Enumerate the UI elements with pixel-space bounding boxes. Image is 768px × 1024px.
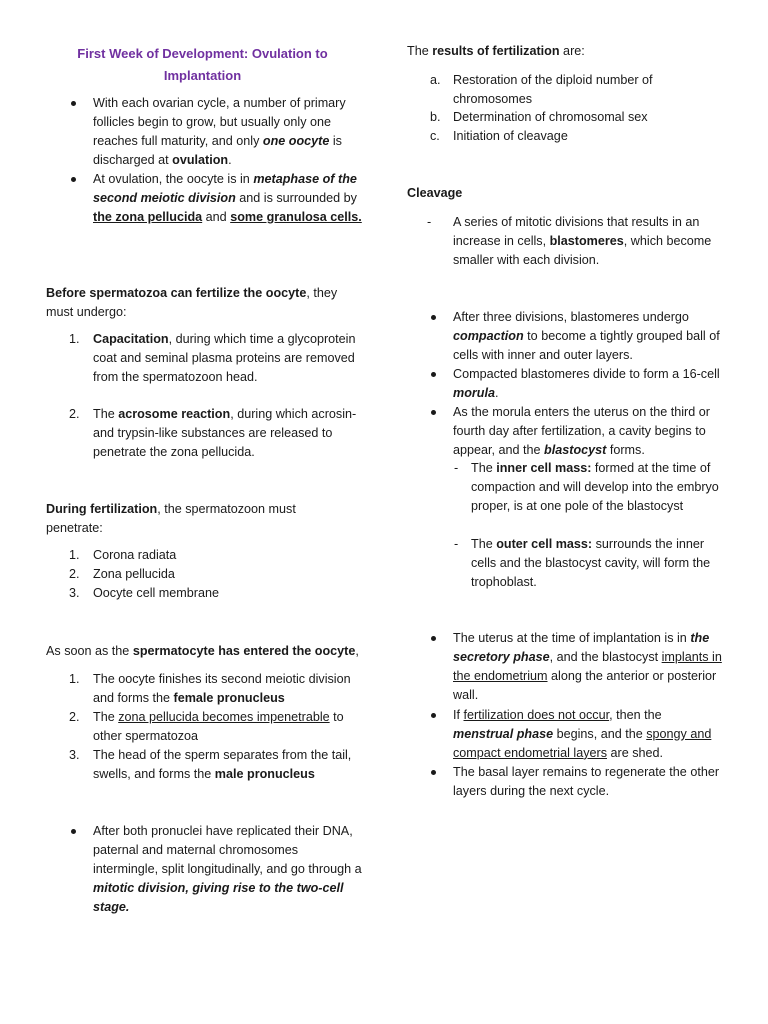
text-run: morula	[453, 385, 495, 400]
text-run: is discharged at	[93, 133, 342, 167]
before-item-2	[69, 405, 363, 462]
list-item-text	[453, 110, 648, 124]
text-run: Capacitation	[93, 332, 169, 346]
bullet-dot	[431, 410, 436, 415]
text-run: to other spermatozoa	[93, 710, 344, 743]
list-item-text	[93, 332, 355, 384]
compaction-bullet-2	[453, 365, 723, 403]
results-item-c	[430, 127, 723, 146]
text-run: , and the blastocyst	[549, 649, 662, 664]
text-run: At ovulation, the oocyte is in	[93, 172, 254, 186]
text-run: Corona radiata	[93, 548, 177, 562]
list-number: 3.	[69, 748, 80, 762]
bullet-text	[453, 708, 711, 760]
text-run: and	[202, 209, 231, 224]
bullet-dot	[431, 713, 436, 718]
after-bullet	[93, 822, 363, 917]
text-run: blastocyst	[544, 442, 607, 457]
text-run: As the morula enters the uterus on the third or fourth day after fertilization, a cavity begins to appear, and the	[453, 405, 710, 457]
text-run: .	[495, 385, 499, 400]
soon-item-2	[69, 708, 363, 746]
text-run: acrosome reaction	[118, 407, 231, 421]
bullet-text	[453, 310, 720, 362]
bullet-dot	[431, 372, 436, 377]
text-run: ovulation	[172, 152, 229, 167]
list-number: 1.	[69, 332, 80, 346]
compaction-bullet-1	[453, 308, 723, 365]
text-run: along the anterior or posterior wall.	[453, 668, 717, 702]
text-run: formed at the time of compaction and will develop into the embryo proper, is at one pole of the blastocyst	[471, 461, 719, 513]
dash-marker: -	[454, 461, 459, 475]
bullet-text	[453, 367, 720, 400]
bullet-text	[453, 765, 719, 798]
bullet-dot	[71, 101, 76, 106]
list-letter: c.	[430, 129, 440, 143]
text-run: the zona pellucida	[93, 209, 203, 224]
bullet-text	[93, 824, 362, 914]
text-run: The	[93, 407, 119, 421]
text-run: metaphase of the second meiotic division	[93, 172, 357, 205]
text-run: blastomeres	[549, 233, 624, 248]
page-title: First Week of Development: Ovulation to Implantation	[77, 46, 328, 83]
bullet-dot	[431, 770, 436, 775]
list-item-text	[453, 215, 711, 267]
before-item-1	[69, 330, 363, 387]
list-number: 1.	[69, 672, 80, 686]
soon-item-1	[69, 670, 363, 708]
text-run: results of fertilization	[432, 44, 560, 58]
list-number: 2.	[69, 710, 80, 724]
text-run: , which become smaller with each division.	[453, 233, 712, 267]
text-run: The head of the sperm separates from the tail, swells, and forms the	[93, 748, 352, 781]
list-letter: b.	[430, 110, 441, 124]
bullet-dot	[431, 636, 436, 641]
text-run: , during which time a glycoprotein coat and seminal plasma proteins are removed from the spermatozoon head.	[93, 332, 356, 384]
list-number: 1.	[69, 548, 80, 562]
text-run: ,	[355, 644, 359, 658]
results-heading	[407, 42, 707, 61]
text-run: The	[471, 461, 497, 475]
text-run: female pronucleus	[173, 690, 285, 705]
text-run: inner cell mass:	[496, 461, 592, 475]
during-item-2	[69, 565, 363, 584]
dash-marker: -	[454, 537, 459, 551]
intro-bullet-1	[93, 94, 363, 170]
text-run: some granulosa cells.	[230, 209, 362, 224]
text-run: menstrual phase	[453, 726, 554, 741]
text-run: A series of mitotic divisions that results in an increase in cells,	[453, 215, 700, 248]
cleavage-heading: Cleavage	[407, 186, 463, 200]
text-run: and is surrounded by	[235, 190, 357, 205]
text-run: surrounds the inner cells and the blastocyst cavity, will form the trophoblast.	[471, 537, 711, 589]
bullet-text	[453, 631, 722, 702]
text-run: , the spermatozoon must penetrate:	[46, 502, 296, 535]
list-item-text	[93, 548, 176, 562]
bullet-text	[453, 405, 710, 457]
cleavage-dash-item	[427, 213, 723, 270]
text-run: forms.	[606, 442, 645, 457]
text-run: one oocyte	[262, 133, 330, 148]
compaction-bullet-3	[453, 403, 725, 460]
soon-heading	[46, 642, 376, 661]
text-run: The	[471, 537, 497, 551]
text-run: Determination of chromosomal sex	[453, 110, 648, 124]
outer-cell-mass-item	[454, 535, 723, 592]
text-run: compaction	[453, 328, 524, 343]
text-run: The uterus at the time of implantation is in	[453, 631, 691, 645]
text-run: are:	[559, 44, 585, 58]
text-run: mitotic division, giving rise to the two-cell stage.	[93, 880, 344, 914]
text-run: the secretory phase	[453, 631, 710, 664]
inner-cell-mass-item	[454, 459, 723, 516]
bullet-text	[93, 96, 346, 167]
list-item-text	[93, 710, 344, 743]
list-item-text	[453, 73, 653, 106]
text-run: begins, and the	[553, 726, 647, 741]
text-run: Oocyte cell membrane	[93, 586, 219, 600]
text-run: , then the	[609, 708, 662, 722]
bullet-dot	[71, 177, 76, 182]
bullet-dot	[431, 315, 436, 320]
list-number: 3.	[69, 586, 80, 600]
text-run: zona pellucida becomes impenetrable	[118, 710, 330, 724]
text-run: are shed.	[607, 745, 664, 760]
text-run: Restoration of the diploid number of chromosomes	[453, 73, 653, 106]
text-run: .	[228, 152, 232, 167]
text-run: implants in the endometrium	[453, 649, 722, 683]
before-heading	[46, 284, 366, 322]
text-run: outer cell mass:	[496, 537, 593, 551]
during-item-1	[69, 546, 363, 565]
text-run: spermatocyte has entered the oocyte	[132, 644, 356, 658]
intro-bullet-2	[93, 170, 363, 227]
list-item-text	[93, 672, 351, 705]
text-run: After three divisions, blastomeres undergo	[453, 310, 689, 324]
text-run: to become a tightly grouped ball of cells with inner and outer layers.	[453, 328, 720, 362]
bullet-text	[93, 172, 362, 224]
text-run: If	[453, 708, 464, 722]
text-run: The oocyte finishes its second meiotic division and forms the	[93, 672, 351, 705]
list-letter: a.	[430, 73, 441, 87]
list-item-text	[93, 567, 175, 581]
text-run: spongy and compact endometrial layers	[453, 726, 712, 760]
during-item-3	[69, 584, 363, 603]
list-item-text	[471, 461, 719, 513]
text-run: After both pronuclei have replicated their DNA, paternal and maternal chromosomes intermingle, split longitudinally, and go through a	[93, 824, 362, 876]
list-item-text	[93, 586, 219, 600]
text-run: With each ovarian cycle, a number of primary follicles begin to grow, but usually only one reaches full maturity, and only	[93, 96, 346, 148]
text-run: , they must undergo:	[46, 286, 338, 319]
list-item-text	[93, 748, 351, 781]
soon-item-3	[69, 746, 363, 784]
implant-bullet-3	[453, 763, 723, 801]
text-run: fertilization does not occur	[463, 708, 610, 722]
list-number: 2.	[69, 407, 80, 421]
list-item-text	[471, 537, 710, 589]
text-run: As soon as the	[46, 644, 133, 658]
bullet-dot	[71, 829, 76, 834]
text-run: The	[93, 710, 119, 724]
results-item-b	[430, 108, 723, 127]
text-run: During fertilization	[46, 502, 158, 516]
dash-marker: -	[427, 215, 432, 229]
implant-bullet-2	[453, 706, 723, 763]
text-run: The basal layer remains to regenerate the other layers during the next cycle.	[453, 765, 720, 798]
text-run: male pronucleus	[214, 766, 315, 781]
during-heading	[46, 500, 326, 538]
text-run: Zona pellucida	[93, 567, 175, 581]
list-number: 2.	[69, 567, 80, 581]
text-run: Before spermatozoa can fertilize the oocyte	[46, 286, 307, 300]
list-item-text	[93, 407, 356, 459]
text-run: Compacted blastomeres divide to form a 16-cell	[453, 367, 720, 381]
results-item-a	[430, 71, 723, 109]
text-run: , during which acrosin- and trypsin-like substances are released to penetrate the zona pellucida.	[93, 407, 357, 459]
text-run: The	[407, 44, 433, 58]
text-run: Initiation of cleavage	[453, 129, 568, 143]
list-item-text	[453, 129, 568, 143]
implant-bullet-1	[453, 629, 723, 705]
